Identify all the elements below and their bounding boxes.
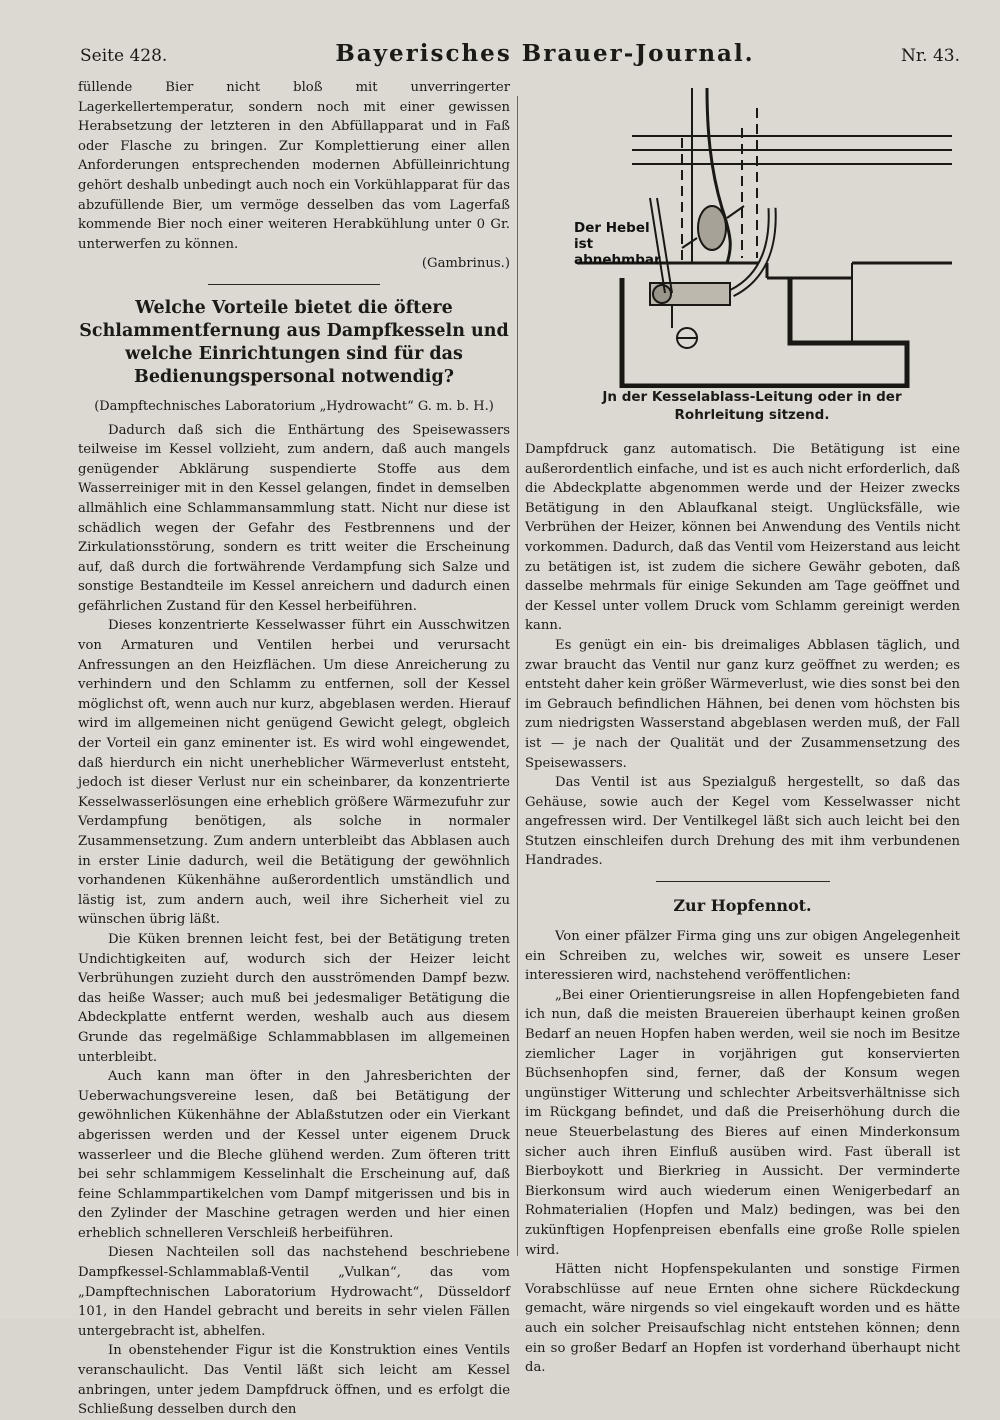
right-column [525,440,960,1378]
intro-credit: (Gambrinus.) [421,256,510,272]
journal-title: Bayerisches Brauer-Journal. [335,40,755,67]
paragraph: Die Küken brennen leicht fest, bei der Betätigung treten Undichtigkeiten auf, wodurch sich der Heizer leicht Verbrühungen zuzieht durch den ausströmenden Dampf bezw. das heiße Wasser; auch muß bei jedesmaliger Betätigung die Abdeckplatte entfernt werden, weshalb auch aus diesem Grunde das regelmäßige Schlammabblasen im allgemeinen unterbleibt. [78,931,510,1065]
paragraph: In obenstehender Figur ist die Konstruktion eines Ventils veranschaulicht. Das Ventil läßt sich leicht am Kessel anbringen, unter jedem Dampfdruck öffnen, und es erfolgt die Schließung desselben durch den [78,1343,510,1418]
article-divider [208,284,381,285]
left-column [78,78,510,1420]
paragraph: Es genügt ein ein- bis dreimaliges Abblasen täglich, und zwar braucht das Ventil nur ganz kurz geöffnet zu werden; es entsteht daher kein größer Wärmeverlust, wie dies sonst bei den im Gebrauch befindlichen Hähnen, bei denen vom höchsten bis zum niedrigsten Wasserstand abgeblasen werden muß, der Fall ist — je nach der Qualität und der Zusammensetzung des Speisewassers. [525,637,960,771]
article-source: (Dampftechnisches Laboratorium „Hydrowacht“ G. m. b. H.) [94,398,494,414]
paragraph: Dampfdruck ganz automatisch. Die Betätigung ist eine außerordentlich einfache, und ist es auch nicht erforderlich, daß die Abdeckplatte abgenommen werde und der Heizer zwecks Betätigung in den Ablaufkanal steigt. Unglücksfälle, wie Verbrühen der Heizer, können bei Anwendung des Ventils nicht vorkommen. Dadurch, daß das Ventil vom Heizerstand aus leicht zu betätigen ist, ist zudem die sichere Gewähr geboten, daß dasselbe mehrmals für einige Sekunden am Tage geöffnet und der Kessel unter vollem Druck vom Schlamm gereinigt werden kann. [525,442,960,634]
article-title-hopfennot: Zur Hopfennot. [673,896,812,916]
paragraph: Von einer pfälzer Firma ging uns zur obigen Angelegenheit ein Schreiben zu, welches wir, soweit es unsere Leser interessieren wird, nachstehend veröffentlichen: [525,929,960,984]
lever-label: Der Hebel ist abnehmbar. [574,220,664,268]
intro-paragraph: füllende Bier nicht bloß mit unverringerter Lagerkellertemperatur, sondern noch mit einer gewissen Herabsetzung der letzteren in den Abfüllapparat und in Faß oder Flasche zu bringen. Zur Komplettierung einer allen Anforderungen entsprechenden modernen Abfülleinrichtung gehört deshalb unbedingt auch noch ein Vorkühlapparat für das abzufüllende Bier, um vermöge desselben das vom Lagerfaß kommende Bier noch einer weiteren Herabkühlung unter 0 Gr. unterwerfen zu können. [78,80,510,252]
paragraph: Das Ventil ist aus Spezialguß hergestellt, so daß das Gehäuse, sowie auch der Kegel vom Kesselwasser nicht angefressen wird. Der Ventilkegel läßt sich auch leicht bei den Stutzen einschleifen durch Drehung des mit ihm verbundenen Handrades. [525,775,960,869]
valve-figure [522,88,952,433]
paragraph: Dieses konzentrierte Kesselwasser führt ein Ausschwitzen von Armaturen und Ventilen herbei und verursacht Anfressungen an den Heizflächen. Um diese Anreicherung zu verhindern und den Schlamm zu entfernen, soll der Kessel möglichst oft, wenn auch nur kurz, abgeblasen werden. Hierauf wird im allgemeinen nicht genügend Gewicht gelegt, obgleich der Vorteil ein ganz eminenter ist. Es wird wohl eingewendet, daß hierdurch ein nicht unerheblicher Wärmeverlust entsteht, jedoch ist dieser Verlust nur ein scheinbarer, da konzentrierte Kesselwasserlösungen eine erheblich größere Wärmezufuhr zur Verdampfung benötigen, als solche in normaler Zusammensetzung. Zum andern unterbleibt das Abblasen auch in erster Linie dadurch, weil die Betätigung der gewöhnlich vorhandenen Kükenhähne außerordentlich umständlich und lästig ist, zum andern auch, weil ihre Sicherheit viel zu wünschen übrig läßt. [78,618,510,928]
paragraph: Hätten nicht Hopfenspekulanten und sonstige Firmen Vorabschlüsse auf neue Ernten ohne sichere Rückdeckung gemacht, wäre nirgends so viel eingekauft worden und es hätte auch ein solcher Preisaufschlag nicht entstehen können; denn ein so großer Bedarf an Hopfen ist vorderhand überhaupt nicht da. [525,1262,960,1376]
article-title: Welche Vorteile bietet die öftere Schlammentfernung aus Dampfkesseln und welche Einrichtungen sind für das Bedienungspersonal notwendig? [79,297,509,387]
paragraph: „Bei einer Orientierungsreise in allen Hopfengebieten fand ich nun, daß die meisten Brauereien überhaupt keinen großen Bedarf an neuen Hopfen haben werden, weil sie noch im Besitze ziemlicher Lager in vorjährigen gut konservierten Büchsenhopfen sind, ferner, daß der Konsum wegen ungünstiger Witterung und schlechter Arbeitsverhältnisse sich im Rückgang befindet, und daß die Preiserhöhung durch die neue Steuerbelastung des Bieres auf einen Minderkonsum sicher auch ihren Einfluß ausüben wird. Fast überall ist Bierboykott und Bierkrieg in Aussicht. Der verminderte Bierkonsum wird auch wiederum einen Wenigerbedarf an Rohmaterialien (Hopfen und Malz) bedingen, was bei den zukünftigen Hopfenpreisen ebenfalls eine große Rolle spielen wird. [525,987,960,1258]
paragraph: Dadurch daß sich die Enthärtung des Speisewassers teilweise im Kessel vollzieht, zum andern, daß auch mangels genügender Abklärung suspendierte Stoffe aus dem Wasserreiniger mit in den Kessel gelangen, findet in demselben allmählich eine Schlammansammlung statt. Nicht nur diese ist schädlich wegen der Gefahr des Festbrennens und der Zirkulationsstörung, sondern es tritt weiter die Erscheinung auf, daß durch die fortwährende Verdampfung sich Salze und sonstige Bestandteile im Kessel anreichern und dadurch einen gefährlichen Zustand für den Kessel herbeiführen. [78,422,510,614]
issue-number: Nr. 43. [901,46,960,66]
column-divider [517,96,518,1256]
paragraph: Diesen Nachteilen soll das nachstehend beschriebene Dampfkessel-Schlammablaß-Ventil „Vulkan“, das vom „Dampftechnischen Laboratorium Hydrowacht“, Düsseldorf 101, in den Handel gebracht und bereits in sehr vielen Fällen untergebracht ist, abhelfen. [78,1245,510,1339]
article-divider [656,881,830,882]
figure-caption: Jn der Kesselablass-Leitung oder in der Rohrleitung sitzend. [602,389,902,423]
paragraph: Auch kann man öfter in den Jahresberichten der Ueberwachungsvereine lesen, daß bei Betätigung der gewöhnlichen Kükenhähne der Ablaßstutzen oder ein Vierkant abgerissen werden und der Kessel unter eigenem Druck wasserleer und die Bleche glühend werden. Zum öfteren tritt bei sehr schlammigem Kesselinhalt die Erscheinung auf, daß feine Schlammpartikelchen vom Dampf mitgerissen und bis in den Zylinder der Maschine getragen werden und hier einen erheblich schnelleren Verschleiß herbeiführen. [78,1069,510,1241]
page-header [80,40,960,76]
page-number: Seite 428. [80,46,168,66]
